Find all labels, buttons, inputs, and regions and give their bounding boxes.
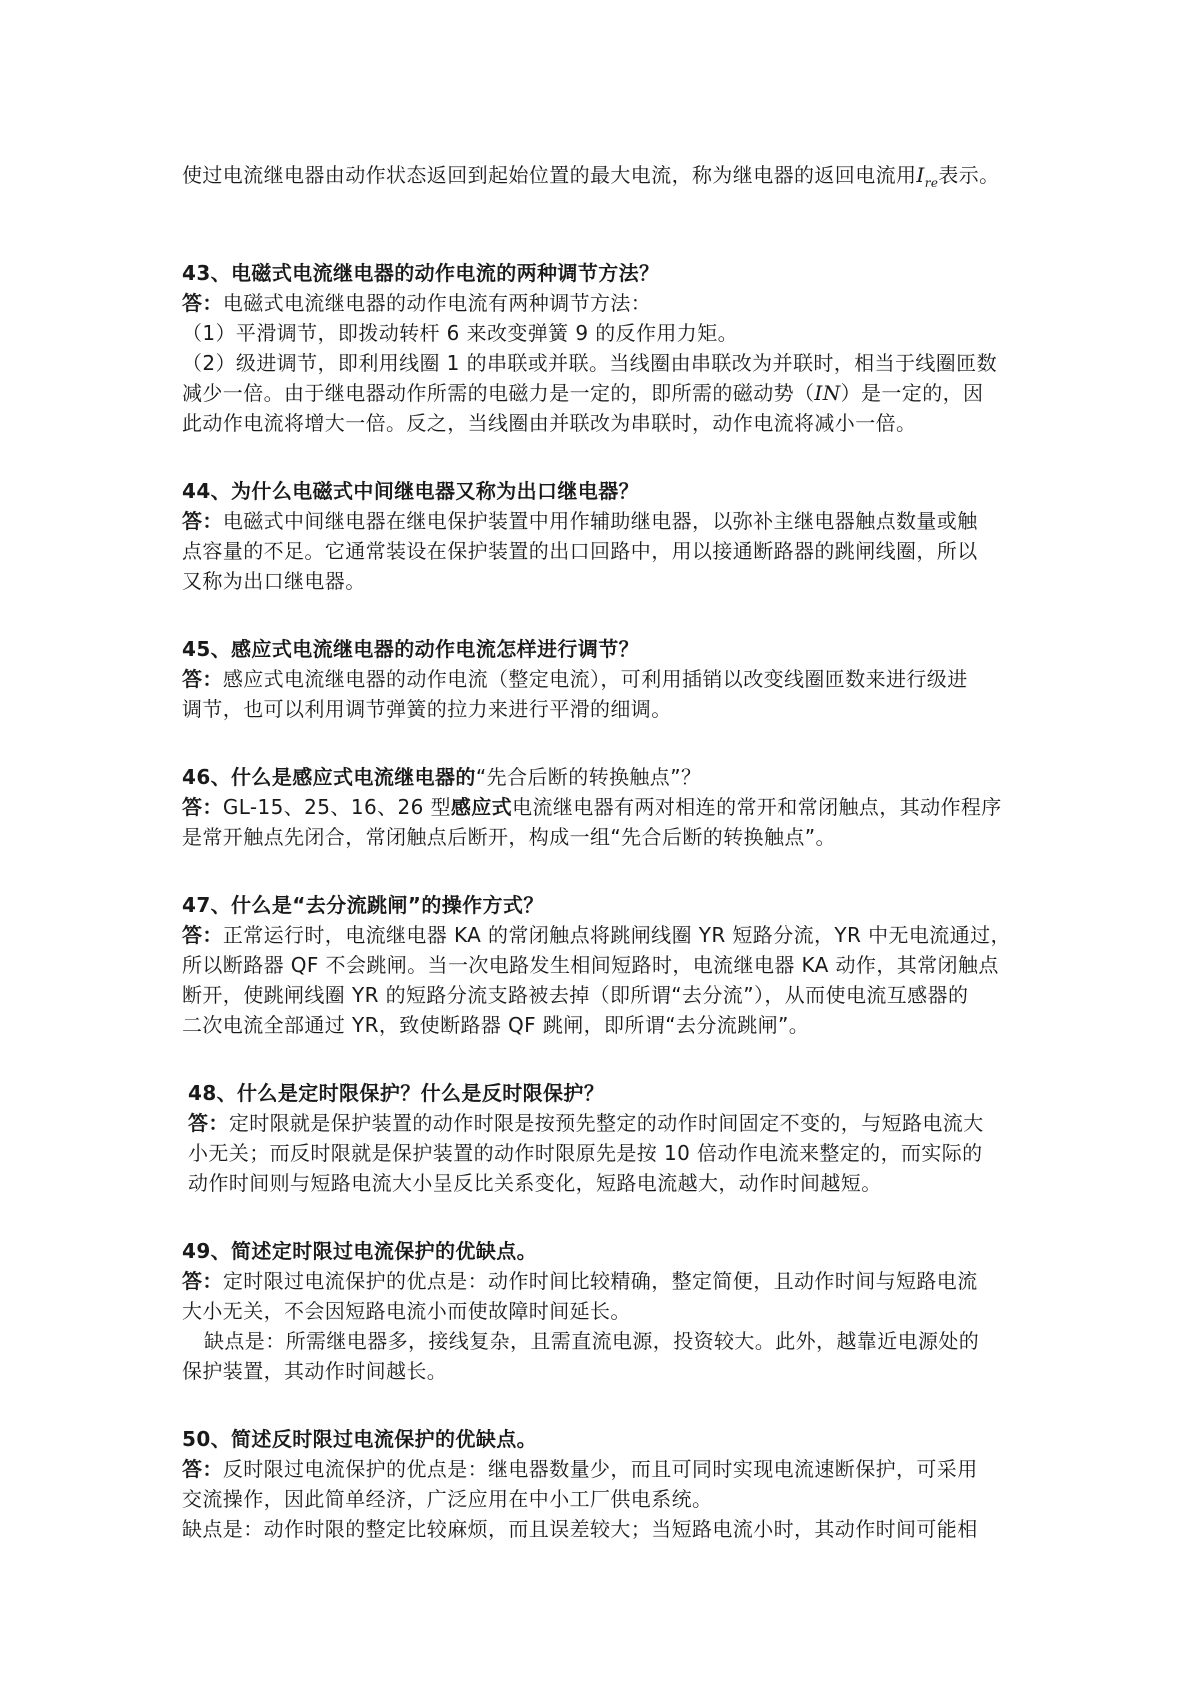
answer-49-line-3: 缺点是：所需继电器多，接线复杂，且需直流电源，投资较大。此外，越靠近电源处的 [204,1329,980,1353]
answer-45-line-2: 调节，也可以利用调节弹簧的拉力来进行平滑的细调。 [182,697,672,721]
answer-text: 减少一倍。由于继电器动作所需的电磁力是一定的，即所需的磁动势（ [182,381,815,405]
answer-text: 感应式电流继电器的动作电流（整定电流），可利用插销以改变线圈匝数来进行级进 [222,667,968,691]
intro-paragraph [182,160,1000,198]
answer-47-line-3: 断开，使跳闸线圈 YR 的短路分流支路被去掉（即所谓“去分流”），从而使电流互感器的 [182,983,969,1007]
answer-45-line-1 [182,664,968,694]
answer-label: 答： [182,667,223,691]
answer-49-line-1 [182,1266,978,1296]
answer-label: 答： [182,923,223,947]
return-current-symbol [916,163,939,190]
answer-43-line-5: 此动作电流将增大一倍。反之，当线圈由并联改为串联时，动作电流将减小一倍。 [182,411,917,435]
mmf-symbol: IN [814,381,841,405]
answer-43-line-4 [182,378,983,408]
answer-label: 答： [182,509,223,533]
question-43-title: 43、电磁式电流继电器的动作电流的两种调节方法？ [182,261,660,285]
question-47-title: 47、什么是“去分流跳闸”的操作方式？ [182,893,544,917]
answer-48-line-1 [188,1108,984,1138]
answer-43-line-2: （1）平滑调节，即拨动转杆 6 来改变弹簧 9 的反作用力矩。 [182,321,739,345]
answer-label: 答： [182,291,223,315]
question-46-title [182,762,701,792]
answer-44-line-1 [182,506,978,536]
question-50-title: 50、简述反时限过电流保护的优缺点。 [182,1427,538,1451]
answer-47-line-4: 二次电流全部通过 YR，致使断路器 QF 跳闸，即所谓“去分流跳闸”。 [182,1013,810,1037]
answer-46-line-1 [182,792,1002,822]
answer-label: 答： [182,1457,223,1481]
answer-label: 答： [182,795,223,819]
answer-47-line-2: 所以断路器 QF 不会跳闸。当一次电路发生相间短路时，电流继电器 KA 动作，其常闭触点 [182,953,999,977]
answer-50-line-1 [182,1454,978,1484]
symbol-subscript: re [924,176,939,190]
question-45-title: 45、感应式电流继电器的动作电流怎样进行调节？ [182,637,640,661]
answer-48-line-3: 动作时间则与短路电流大小呈反比关系变化，短路电流越大，动作时间越短。 [188,1171,882,1195]
answer-text: 反时限过电流保护的优点是：继电器数量少，而且可同时实现电流速断保护，可采用 [222,1457,978,1481]
title-plain-part: “先合后断的转换触点”？ [475,765,702,789]
question-44-title: 44、为什么电磁式中间继电器又称为出口继电器？ [182,479,640,503]
answer-44-line-2: 点容量的不足。它通常装设在保护装置的出口回路中，用以接通断路器的跳闸线圈，所以 [182,539,978,563]
answer-49-line-4: 保护装置，其动作时间越长。 [182,1359,448,1383]
answer-bold-text: 感应式 [450,795,513,819]
answer-text: 电磁式中间继电器在继电保护装置中用作辅助继电器，以弥补主继电器触点数量或触 [222,509,978,533]
answer-49-line-2: 大小无关，不会因短路电流小而使故障时间延长。 [182,1299,631,1323]
question-48-title: 48、什么是定时限保护？什么是反时限保护？ [188,1081,605,1105]
answer-text: 电磁式电流继电器的动作电流有两种调节方法： [222,291,652,315]
answer-text: GL-15、25、16、26 型 [222,795,451,819]
answer-label: 答： [188,1111,229,1135]
answer-text: 正常运行时，电流继电器 KA 的常闭触点将跳闸线圈 YR 短路分流，YR 中无电流通过， [222,923,1011,947]
question-49-title: 49、简述定时限过电流保护的优缺点。 [182,1239,538,1263]
intro-tail: 表示。 [938,163,1000,187]
answer-label: 答： [182,1269,223,1293]
answer-43-line-1 [182,288,651,318]
answer-43-line-3: （2）级进调节，即利用线圈 1 的串联或并联。当线圈由串联改为并联时，相当于线圈匝数 [182,351,997,375]
answer-50-line-3: 缺点是：动作时限的整定比较麻烦，而且误差较大；当短路电流小时，其动作时间可能相 [182,1517,978,1541]
answer-47-line-1 [182,920,1011,950]
answer-46-line-2: 是常开触点先闭合，常闭触点后断开，构成一组“先合后断的转换触点”。 [182,825,836,849]
answer-text: 定时限就是保护装置的动作时限是按预先整定的动作时间固定不变的，与短路电流大 [228,1111,984,1135]
title-bold-part: 46、什么是感应式电流继电器的 [182,765,476,789]
answer-44-line-3: 又称为出口继电器。 [182,569,366,593]
answer-text: 电流继电器有两对相连的常开和常闭触点，其动作程序 [512,795,1002,819]
intro-text: 使过电流继电器由动作状态返回到起始位置的最大电流，称为继电器的返回电流用 [182,163,917,187]
answer-text: 定时限过电流保护的优点是：动作时间比较精确，整定简便，且动作时间与短路电流 [222,1269,978,1293]
answer-48-line-2: 小无关；而反时限就是保护装置的动作时限原先是按 10 倍动作电流来整定的，而实际的 [188,1141,983,1165]
answer-text: ）是一定的，因 [840,381,984,405]
symbol-main: I [916,163,925,187]
answer-50-line-2: 交流操作，因此简单经济，广泛应用在中小工厂供电系统。 [182,1487,713,1511]
